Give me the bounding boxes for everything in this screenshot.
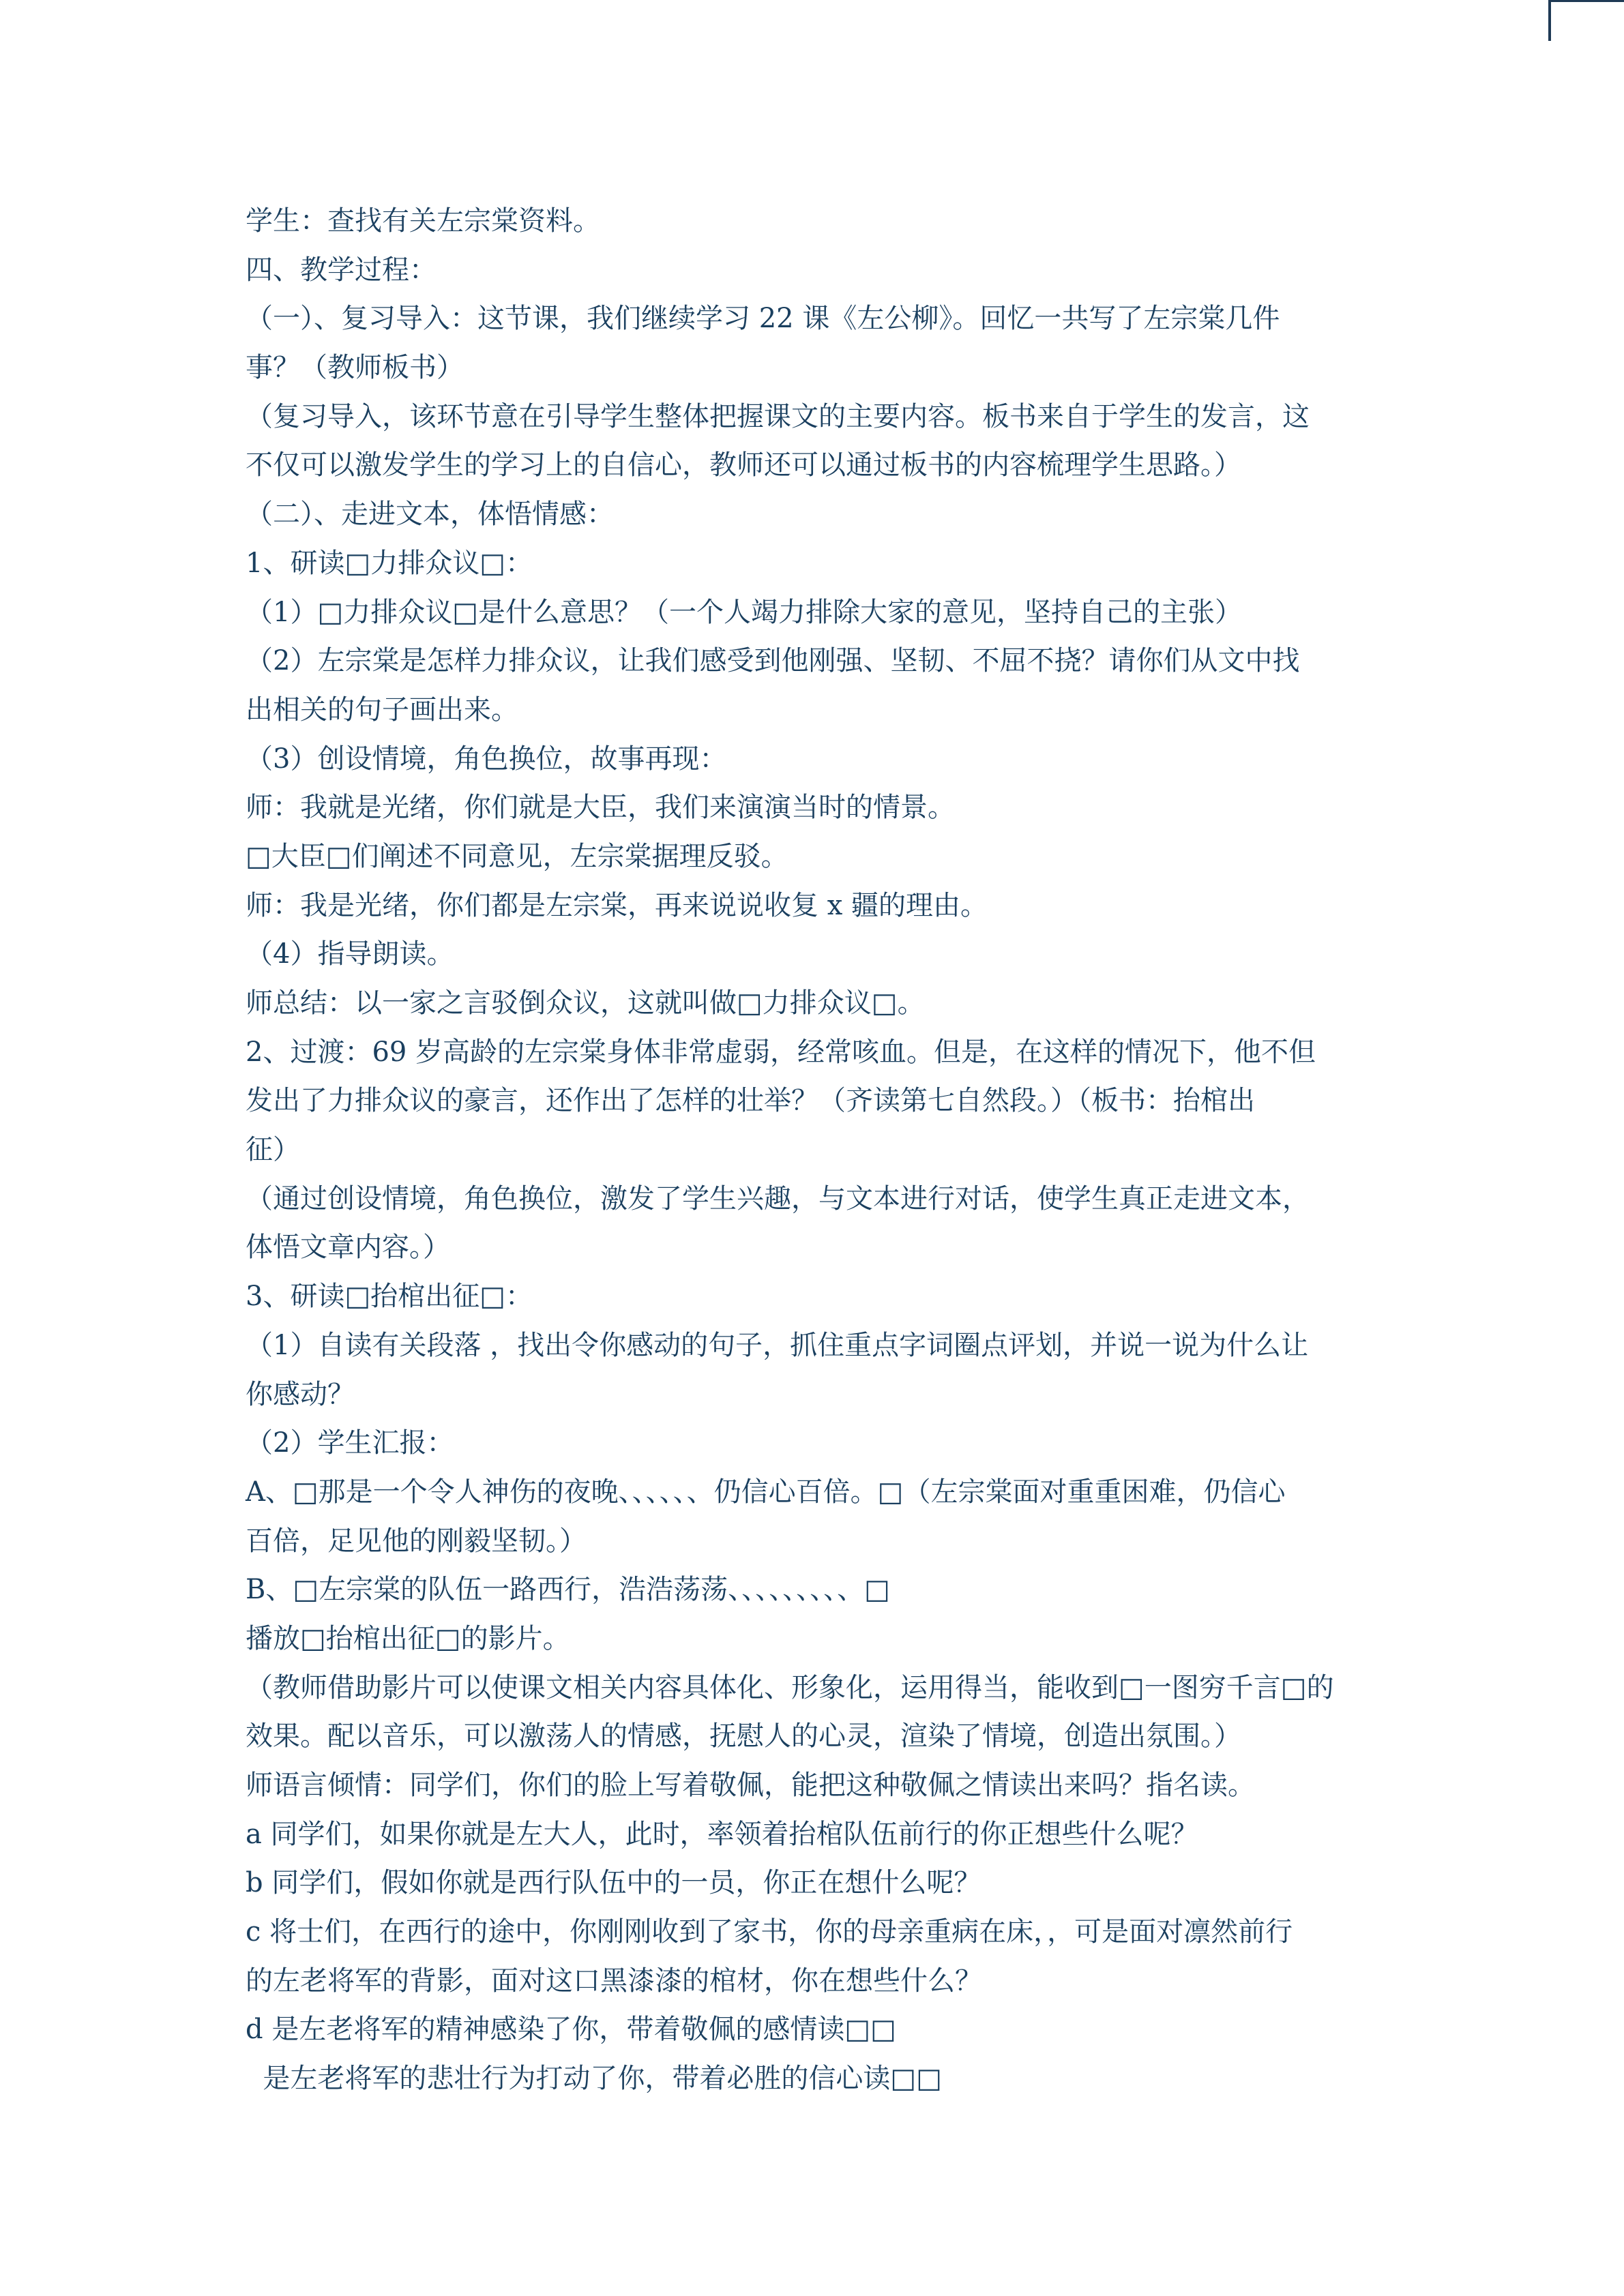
text-line: a 同学们，如果你就是左大人，此时，率领着抬棺队伍前行的你正想些什么呢？	[246, 1818, 1198, 1850]
text-line: （1）自读有关段落 ，找出令你感动的句子，抓住重点字词圈点评划，并说一说为什么让	[246, 1329, 1309, 1361]
text-line: （教师借助影片可以使课文相关内容具体化、形象化，运用得当，能收到□一图穷千言□的	[246, 1671, 1334, 1703]
text-line: 师：我是光绪，你们都是左宗棠，再来说说收复 x 疆的理由。	[246, 889, 988, 921]
text-line: （二）、走进文本，体悟情感：	[246, 498, 614, 531]
text-line: 百倍，足见他的刚毅坚韧。）	[246, 1525, 587, 1557]
text-line: 3、研读□抬棺出征□：	[246, 1281, 533, 1313]
text-line: 的左老将军的背影，面对这口黑漆漆的棺材，你在想些什么？	[246, 1965, 982, 1997]
text-line: 播放□抬棺出征□的影片。	[246, 1622, 570, 1654]
text-line: （2）左宗棠是怎样力排众议，让我们感受到他刚强、坚韧、不屈不挠？请你们从文中找	[246, 645, 1300, 677]
text-line: （3）创设情境，角色换位，故事再现：	[246, 743, 727, 775]
text-line: B、□左宗棠的队伍一路西行，浩浩荡荡、、、、、、、、、□	[246, 1574, 890, 1606]
text-line: 2、过渡：69 岁高龄的左宗棠身体非常虚弱，经常咳血。但是，在这样的情况下，他不但	[246, 1036, 1316, 1068]
text-line: 师：我就是光绪，你们就是大臣，我们来演演当时的情景。	[246, 792, 955, 824]
text-line: d 是左老将军的精神感染了你，带着敬佩的感情读□□	[246, 2014, 896, 2046]
text-line: 不仅可以激发学生的学习上的自信心，教师还可以通过板书的内容梳理学生思路。）	[246, 449, 1241, 481]
text-line: 征）	[246, 1134, 300, 1166]
corner-horizontal-rule	[1551, 0, 1624, 2]
text-line: （2）学生汇报：	[246, 1427, 454, 1459]
corner-vertical-rule	[1548, 0, 1551, 41]
text-line: 事？（教师板书）	[246, 352, 464, 384]
text-line: b 同学们，假如你就是西行队伍中的一员，你正在想什么呢？	[246, 1867, 981, 1899]
text-line: 发出了力排众议的豪言，还作出了怎样的壮举？（齐读第七自然段。）（板书：抬棺出	[246, 1085, 1255, 1117]
text-line: 你感动？	[246, 1378, 355, 1410]
text-line: 四、教学过程：	[246, 254, 437, 286]
text-line: c 将士们，在西行的途中，你刚刚收到了家书，你的母亲重病在床，，可是面对凛然前行	[246, 1916, 1293, 1948]
text-line: 是左老将军的悲壮行为打动了你，带着必胜的信心读□□	[246, 2063, 943, 2095]
text-line: 1、研读□力排众议□：	[246, 547, 533, 579]
text-line: A、□那是一个令人神伤的夜晚、、、、、、仍信心百倍。□（左宗棠面对重重困难，仍信心	[246, 1476, 1286, 1508]
text-line: 师总结：以一家之言驳倒众议，这就叫做□力排众议□。	[246, 987, 925, 1019]
text-line: 体悟文章内容。）	[246, 1232, 450, 1264]
text-line: （通过创设情境，角色换位，激发了学生兴趣，与文本进行对话，使学生真正走进文本，	[246, 1182, 1310, 1214]
text-line: 学生：查找有关左宗棠资料。	[246, 205, 600, 237]
text-line: 出相关的句子画出来。	[246, 694, 518, 726]
text-line: 师语言倾情：同学们，你们的脸上写着敬佩，能把这种敬佩之情读出来吗？指名读。	[246, 1770, 1255, 1801]
text-line: （4）指导朗读。	[246, 938, 454, 970]
text-line: （复习导入，该环节意在引导学生整体把握课文的主要内容。板书来自于学生的发言，这	[246, 400, 1310, 432]
text-line: （一）、复习导入：这节课，我们继续学习 22 课《左公柳》。回忆一共写了左宗棠几件	[246, 303, 1280, 335]
text-line: □大臣□们阐述不同意见，左宗棠据理反驳。	[246, 840, 788, 872]
document-body	[246, 197, 1378, 2104]
text-line: 效果。配以音乐，可以激荡人的情感，抚慰人的心灵，渲染了情境，创造出氛围。）	[246, 1720, 1241, 1753]
text-line: （1）□力排众议□是什么意思？（一个人竭力排除大家的意见，坚持自己的主张）	[246, 596, 1243, 628]
